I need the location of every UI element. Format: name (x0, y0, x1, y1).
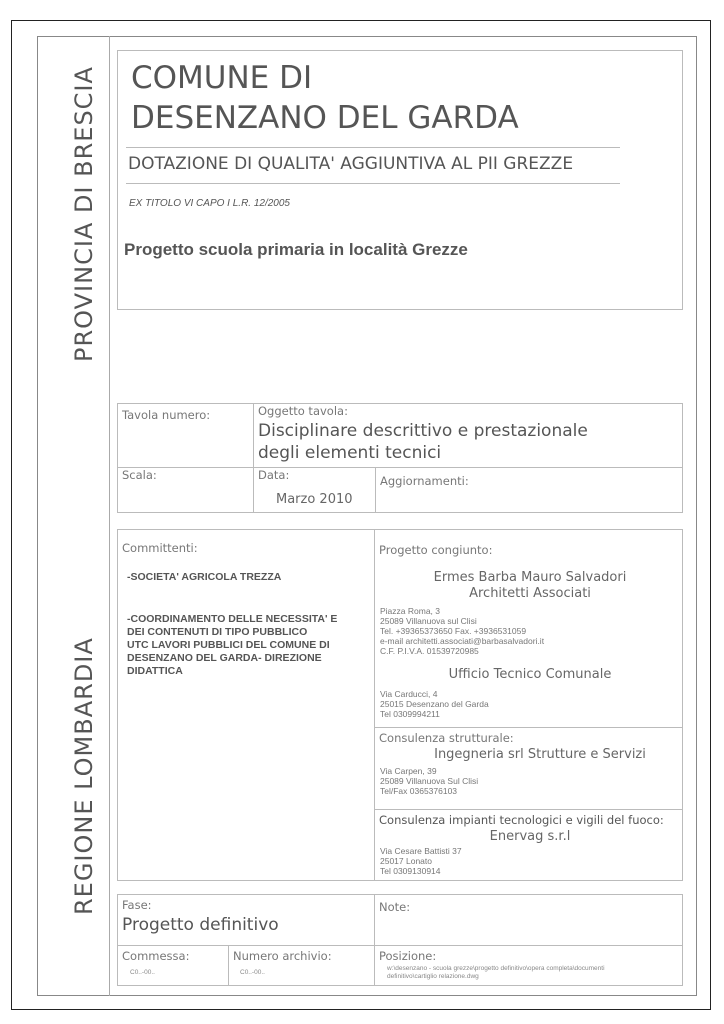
address-line: 25015 Desenzano del Garda (380, 699, 489, 709)
address-line: 25089 Villanuova Sul Clisi (380, 776, 479, 786)
posizione-line1: w:\desenzano - scuola grezze\progetto definitivo\opera completa\documenti (387, 965, 605, 972)
oggetto-line1: Disciplinare descrittivo e prestazionale (258, 421, 588, 441)
footer-divider (374, 894, 375, 986)
table-divider-2 (375, 467, 376, 513)
fase-label: Fase: (122, 898, 152, 912)
address-line: Piazza Roma, 3 (380, 606, 440, 616)
plant-address (380, 846, 462, 876)
table-rule-1 (117, 467, 683, 468)
scala-label: Scala: (122, 468, 157, 482)
commessa-label: Commessa: (122, 949, 190, 963)
region-label: REGIONE LOMBARDIA (70, 637, 98, 915)
fase-value: Progetto definitivo (122, 915, 279, 935)
commessa-value: C0..-00.. (130, 969, 155, 976)
structural-label: Consulenza strutturale: (379, 731, 514, 745)
client-2-line: UTC LAVORI PUBBLICI DEL COMUNE DI (127, 639, 330, 651)
address-line: 25017 Lonato (380, 856, 432, 866)
committenti-label: Committenti: (122, 541, 198, 555)
address-line: Tel/Fax 0365376103 (380, 786, 458, 796)
office-address (380, 689, 489, 719)
plant-label: Consulenza impianti tecnologici e vigili del fuoco: (379, 813, 664, 827)
posizione-label: Posizione: (379, 949, 437, 963)
client-2-line: DESENZANO DEL GARDA- DIREZIONE (127, 652, 322, 664)
structural-rule (374, 727, 683, 728)
office-name: Ufficio Tecnico Comunale (448, 667, 612, 682)
client-2-line: DIDATTICA (127, 665, 183, 677)
address-line: Via Carducci, 4 (380, 689, 438, 699)
progetto-label: Progetto congiunto: (379, 543, 493, 557)
subtitle: DOTAZIONE DI QUALITA' AGGIUNTIVA AL PII GREZZE (128, 154, 574, 174)
architects-firm (380, 570, 680, 602)
table-divider-1 (253, 403, 254, 513)
address-line: 25089 Villanuova sul Clisi (380, 616, 477, 626)
archivio-value: C0..-00.. (240, 969, 265, 976)
tavola-label: Tavola numero: (122, 408, 211, 422)
address-line: Tel 0309130914 (380, 866, 441, 876)
title-rule (126, 147, 620, 148)
note-label: Note: (379, 900, 411, 914)
province-label: PROVINCIA DI BRESCIA (70, 66, 98, 362)
data-label: Data: (258, 468, 290, 482)
structural-firm: Ingegneria srl Strutture e Servizi (434, 747, 646, 762)
client-2-line: -COORDINAMENTO DELLE NECESSITA' E (127, 613, 338, 625)
footer-rule (117, 945, 683, 946)
address-line: e-mail architetti.associati@barbasalvadori.it (380, 636, 545, 646)
client-1: -SOCIETA' AGRICOLA TREZZA (127, 571, 282, 583)
oggetto-label: Oggetto tavola: (258, 404, 348, 418)
address-line: Tel 0309994211 (380, 709, 440, 719)
architects-firm-line1: Ermes Barba Mauro Salvadori (433, 570, 627, 585)
oggetto-line2: degli elementi tecnici (258, 443, 442, 463)
posizione-value (387, 965, 679, 981)
address-line: Via Cesare Battisti 37 (380, 846, 462, 856)
plant-firm: Enervag s.r.l (489, 829, 571, 844)
project-title: Progetto scuola primaria in località Grezze (124, 240, 468, 259)
client-2-line: DEI CONTENUTI DI TIPO PUBBLICO (127, 626, 308, 638)
title-line1: COMUNE DI (131, 60, 313, 96)
client-2 (127, 613, 367, 678)
structural-address (380, 766, 478, 796)
side-divider (109, 36, 110, 996)
footer-divider-2 (228, 945, 229, 986)
address-line: Tel. +39365373650 Fax. +3936531059 (380, 626, 527, 636)
parties-divider (374, 529, 375, 881)
archivio-label: Numero archivio: (233, 949, 332, 963)
address-line: C.F. P.I.V.A. 01539720985 (380, 646, 479, 656)
data-value: Marzo 2010 (276, 492, 353, 507)
title-line2: DESENZANO DEL GARDA (131, 100, 519, 136)
architects-firm-line2: Architetti Associati (469, 586, 591, 601)
plant-rule (374, 809, 683, 810)
address-line: Via Carpen, 39 (380, 766, 437, 776)
subtitle-rule (126, 183, 620, 184)
aggiornamenti-label: Aggiornamenti: (380, 474, 469, 488)
legal-reference: EX TITOLO VI CAPO I L.R. 12/2005 (129, 198, 290, 209)
architects-address (380, 606, 544, 656)
posizione-line2: definitivo\cartiglio relazione.dwg (387, 973, 479, 980)
